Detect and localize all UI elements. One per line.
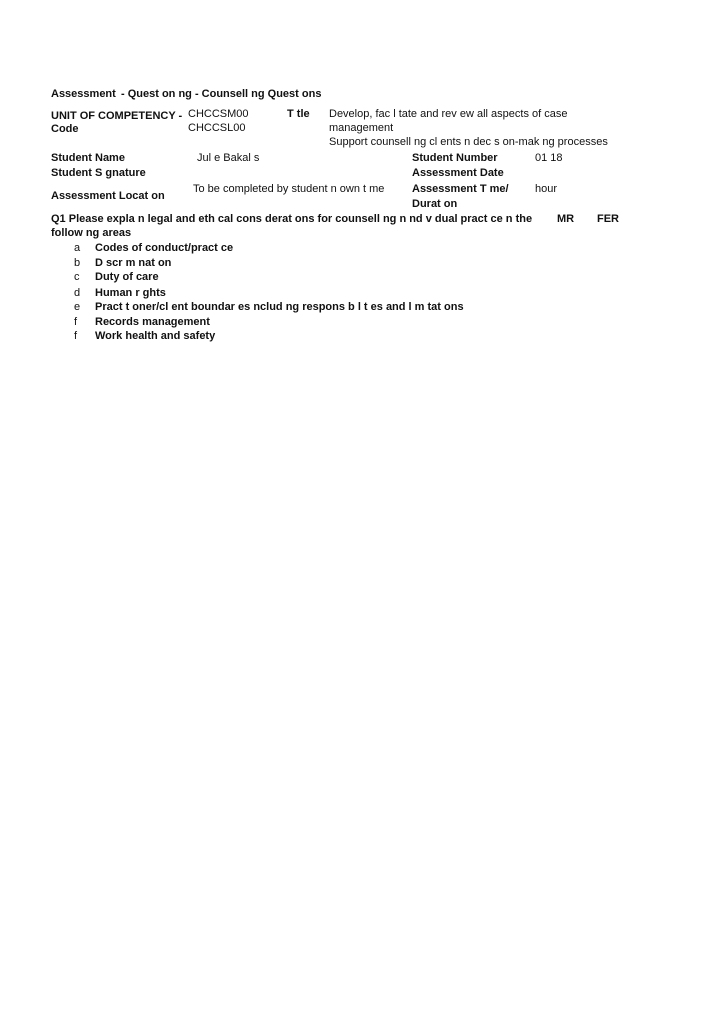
item-text: D scr m nat on [95,257,172,269]
item-letter: f [74,316,78,328]
assessment-time-value: hour [535,183,558,195]
item-letter: b [74,257,81,269]
question-text-line-1: Q1 Please expla n legal and eth cal cons derat ons for counsell ng n nd v dual pract ce n the [51,213,533,225]
title-label: T tle [287,108,310,120]
assessment-duration-label: Durat on [412,198,458,210]
unit-code-1: CHCCSM00 [188,108,249,120]
item-text: Records management [95,316,210,328]
item-text: Codes of conduct/pract ce [95,242,234,254]
unit-code-2: CHCCSL00 [188,122,246,134]
item-letter: c [74,271,80,283]
student-name-value: Jul e Bakal s [197,152,260,164]
column-mr: MR [557,213,575,225]
student-signature-label: Student S gnature [51,167,146,179]
assessment-location-label: Assessment Locat on [51,190,165,202]
student-name-label: Student Name [51,152,125,164]
unit-title-line-1: Develop, fac l tate and rev ew all aspects of case [329,108,568,120]
item-letter: e [74,301,81,313]
item-text: Pract t oner/cl ent boundar es nclud ng respons b l t es and l m tat ons [95,301,464,313]
item-text: Human r ghts [95,287,166,299]
item-letter: d [74,287,81,299]
assessment-time-label: Assessment T me/ [412,183,509,195]
student-number-label: Student Number [412,152,498,164]
unit-of-competency-label: UNIT OF COMPETENCY - [51,110,183,122]
student-number-value: 01 18 [535,152,563,164]
assessment-date-label: Assessment Date [412,167,504,179]
unit-title-line-3: Support counsell ng cl ents n dec s on-mak ng processes [329,136,608,148]
column-fer: FER [597,213,619,225]
item-letter: f [74,330,78,342]
unit-code-label: Code [51,123,79,135]
assessment-label: Assessment [51,88,116,100]
question-text-line-2: follow ng areas [51,227,132,239]
assessment-title: - Quest on ng - Counsell ng Quest ons [121,88,322,100]
item-text: Work health and safety [95,330,216,342]
item-text: Duty of care [95,271,159,283]
item-letter: a [74,242,81,254]
unit-title-line-2: management [329,122,394,134]
assessment-location-value: To be completed by student n own t me [193,183,385,195]
